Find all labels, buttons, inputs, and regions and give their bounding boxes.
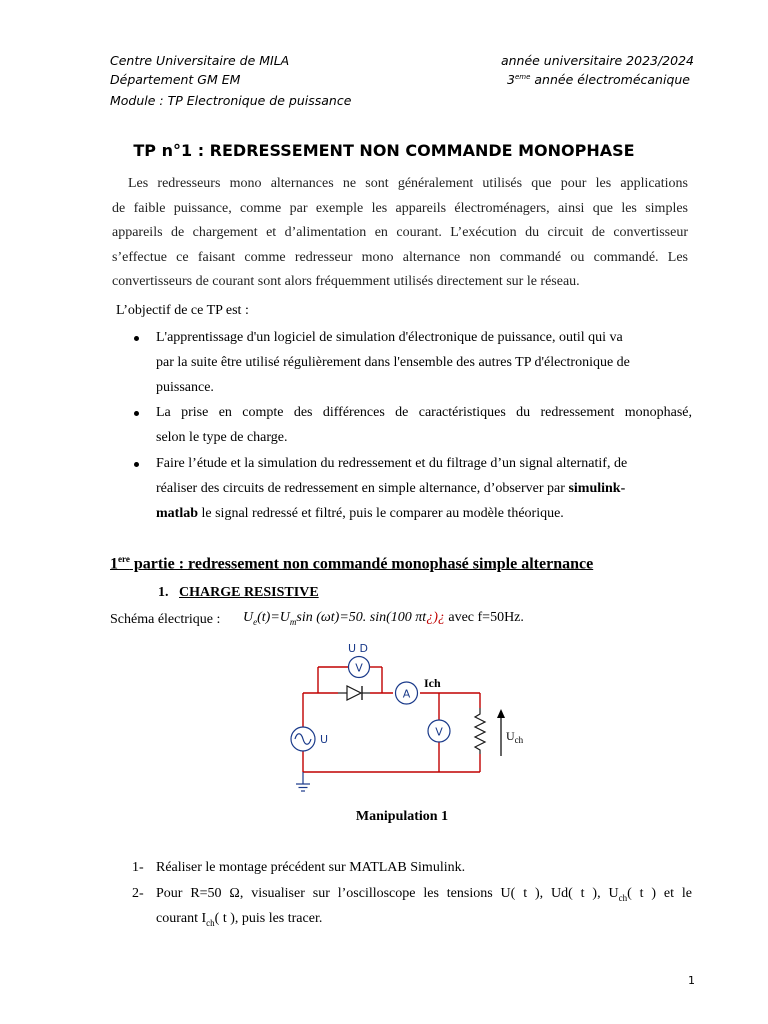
bullet-1-line-2: par la suite être utilisé régulièrement dans l'ensemble des autres TP d'électronique de xyxy=(156,355,630,370)
page-number: 1 xyxy=(688,974,695,987)
page-title: TP n°1 : REDRESSEMENT NON COMMANDE MONOPHASE xyxy=(133,141,635,160)
intro-line: s’effectue ce faisant comme redresseur mono alternance non commandé ou commandé. Les xyxy=(112,249,688,265)
label-u: U xyxy=(320,733,329,746)
voltmeter-ud-icon xyxy=(349,657,370,678)
intro-line: convertisseurs de courant sont alors fréquemment utilisés directement sur le réseau. xyxy=(112,274,580,289)
bullet-2-line-1: La prise en compte des différences de caractéristiques du redressement monophasé, xyxy=(156,405,692,420)
circuit-diagram xyxy=(285,636,535,801)
bullet-3-line-1: Faire l’étude et la simulation du redressement et du filtrage d’un signal alternatif, de xyxy=(156,456,628,471)
bullet-icon xyxy=(134,411,139,416)
schema-label: Schéma électrique : xyxy=(110,612,221,627)
step-1-text: Réaliser le montage précédent sur MATLAB Simulink. xyxy=(156,860,466,875)
intro-line: de faible puissance, comme par exemple les appareils électroménagers, ainsi que les simples xyxy=(112,200,688,216)
intro-paragraph xyxy=(112,172,688,295)
bullet-3-line-2: réaliser des circuits de redressement en simple alternance, d’observer par simulink- xyxy=(156,481,626,496)
svg-text:A: A xyxy=(402,687,411,701)
bullet-2-line-2: selon le type de charge. xyxy=(156,430,288,445)
bullet-icon xyxy=(134,462,139,467)
intro-line: Les redresseurs mono alternances ne sont généralement utilisés que pour les applications xyxy=(128,176,688,191)
bullet-1-line-3: puissance. xyxy=(156,380,214,395)
ground-icon xyxy=(296,772,310,791)
label-ich: Ich xyxy=(424,676,441,690)
voltmeter-uch-icon xyxy=(428,720,450,742)
header-class: 3eme année électromécanique xyxy=(507,72,690,87)
svg-text:V: V xyxy=(435,725,443,739)
header-department: Département GM EM xyxy=(110,72,241,87)
ac-source-icon xyxy=(291,727,315,751)
label-ud: U D xyxy=(348,642,369,655)
header-institution: Centre Universitaire de MILA xyxy=(110,53,290,68)
figure-caption: Manipulation 1 xyxy=(355,809,449,824)
step-2-line-2: courant $I_{ch}$( t ), puis les tracer. xyxy=(156,911,323,928)
resistor-icon xyxy=(475,708,485,754)
svg-text:V: V xyxy=(355,661,363,675)
bullet-1-line-1: L'apprentissage d'un logiciel de simulation d'électronique de puissance, outil qui va xyxy=(156,330,623,345)
schema-formula: $U_e(t)=U_m\sin$ (ωt)=50. sin(100 πt¿)¿ avec f=50Hz. xyxy=(243,610,524,627)
intro-line: appareils de chargement et d’alimentation en courant. L’exécution du circuit de convertisseur xyxy=(112,225,688,240)
bullet-3-line-3: matlab le signal redressé et filtré, puis le comparer au modèle théorique. xyxy=(156,506,564,521)
section-heading: 1. CHARGE RESISTIVE xyxy=(158,585,319,600)
step-2-line-1: Pour R=50 Ω, visualiser sur l’oscilloscope les tensions U( t ), Ud( t ), $U_{ch}$( t ) et le xyxy=(156,886,693,903)
header-year: année universitaire 2023/2024 xyxy=(500,53,694,68)
arrow-up-icon xyxy=(497,709,505,756)
label-uch: $U_{ch}$ xyxy=(506,729,524,745)
header-module: Module : TP Electronique de puissance xyxy=(110,93,352,108)
step-1-number: 1- xyxy=(132,860,144,875)
bullet-icon xyxy=(134,336,139,341)
diode-icon xyxy=(338,686,370,700)
ammeter-icon xyxy=(396,682,418,704)
step-2-number: 2- xyxy=(132,886,144,901)
objective-label: L’objectif de ce TP est : xyxy=(116,303,249,318)
part-heading: 1ere partie : redressement non commandé monophasé simple alternance xyxy=(110,554,594,573)
